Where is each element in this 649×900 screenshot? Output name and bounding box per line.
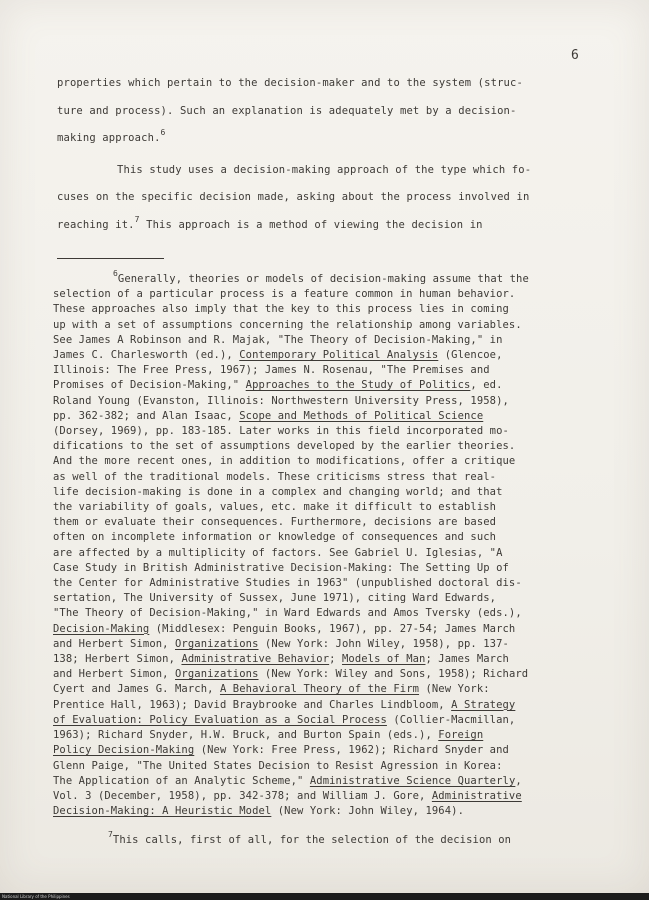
footnote-line: them or evaluate their consequences. Furthermore, decisions are based	[53, 516, 497, 529]
footnote-line: pp. 362-382; and Alan Isaac, Scope and Methods of Political Science	[53, 409, 484, 422]
footnote-line: These approaches also imply that the key to this process lies in coming	[53, 303, 509, 316]
footnote-line: Vol. 3 (December, 1958), pp. 342-378; and William J. Gore, Administrative	[53, 789, 522, 802]
footnote-line: often on incomplete information or knowledge of consequences and such	[53, 531, 497, 544]
footnote-line: life decision-making is done in a complex and changing world; and that	[53, 485, 503, 498]
citation-title: Administrative Science Quarterly	[309, 774, 516, 787]
footnote-6	[53, 269, 598, 849]
footnote-line: Cyert and James G. March, A Behavioral Theory of the Firm (New York:	[53, 683, 490, 696]
footnote-divider	[57, 258, 164, 259]
footnote-line: Policy Decision-Making (New York: Free Press, 1962); Richard Snyder and	[53, 744, 509, 757]
archive-footer-strip: National Library of the Philippines	[0, 893, 649, 900]
paragraph-2	[57, 157, 597, 240]
footnote-line: and Herbert Simon, Organizations (New York: Wiley and Sons, 1958); Richard	[53, 668, 529, 681]
footnote-line: James C. Charlesworth (ed.), Contemporary Political Analysis (Glencoe,	[53, 349, 503, 362]
footnote-line: and Herbert Simon, Organizations (New York: John Wiley, 1958), pp. 137-	[53, 637, 509, 650]
footnote-line: Prentice Hall, 1963); David Braybrooke and Charles Lindbloom, A Strategy	[53, 698, 516, 711]
footnote-line: up with a set of assumptions concerning the relationship among variables.	[53, 318, 522, 331]
footnote-line: $^6$Generally, theories or models of decision-making assume that the	[113, 269, 529, 285]
citation-title: Models of Man	[341, 653, 426, 666]
footnote-line: the Center for Administrative Studies in 1963" (unpublished doctoral dis-	[53, 577, 522, 590]
citation-title: Administrative Behavior	[181, 653, 330, 666]
footnote-line: Illinois: The Free Press, 1967); James N. Rosenau, "The Premises and	[53, 364, 490, 377]
citation-title: Organizations	[175, 637, 259, 650]
footnote-line: Promises of Decision-Making," Approaches to the Study of Politics, ed.	[53, 379, 503, 392]
citation-title: Scope and Methods of Political Science	[239, 409, 484, 422]
citation-title: of Evaluation: Policy Evaluation as a Social Process	[53, 713, 387, 726]
footnote-line: And the more recent ones, in addition to modifications, offer a critique	[53, 455, 516, 468]
footnote-ref-6: 6	[160, 128, 166, 137]
footnote-line: (Dorsey, 1969), pp. 183-185. Later works in this field incorporated mo-	[53, 425, 509, 438]
paragraph-1	[57, 70, 597, 153]
footnote-line: Case Study in British Administrative Decision-Making: The Setting Up of	[53, 561, 509, 574]
text-line: cuses on the specific decision made, asking about the process involved in	[57, 191, 530, 203]
citation-title: Contemporary Political Analysis	[239, 349, 439, 362]
footnote-line: the variability of goals, values, etc. make it difficult to establish	[53, 501, 497, 514]
footnote-line: are affected by a multiplicity of factors. See Gabriel U. Iglesias, "A	[53, 546, 503, 559]
citation-title: A Strategy	[451, 698, 516, 711]
footnote-line: sertation, The University of Sussex, June 1971), citing Ward Edwards,	[53, 592, 497, 605]
citation-title: Policy Decision-Making	[53, 744, 195, 757]
footnote-marker-6: 6	[113, 269, 118, 278]
text-line: reaching it.$^7$ This approach is a method of viewing the decision in	[57, 214, 483, 231]
footnote-line: difications to the set of assumptions developed by the earlier theories.	[53, 440, 516, 453]
main-body-text	[57, 70, 597, 239]
footnote-line: 1963); Richard Snyder, H.W. Bruck, and Burton Spain (eds.), Foreign	[53, 729, 484, 742]
page-number: 6	[571, 48, 580, 63]
footnote-line: 138; Herbert Simon, Administrative Behavior; Models of Man; James March	[53, 653, 509, 666]
footnote-7: $^7$This calls, first of all, for the selection of the decision on	[108, 830, 512, 847]
footnote-line: as well of the traditional models. These criticisms stress that real-	[53, 470, 497, 483]
text-line: properties which pertain to the decision-maker and to the system (struc-	[57, 77, 523, 89]
footnote-marker-7: 7	[108, 830, 113, 840]
citation-title: Administrative	[431, 789, 522, 802]
citation-title: Approaches to the Study of Politics	[245, 379, 471, 392]
citation-title: Decision-Making	[53, 622, 150, 635]
text-line: making approach.$^6$	[57, 128, 166, 144]
citation-title: Organizations	[175, 668, 259, 681]
footnote-line: The Application of an Analytic Scheme," Administrative Science Quarterly,	[53, 774, 522, 787]
footnote-line: Glenn Paige, "The United States Decision to Resist Agression in Korea:	[53, 759, 503, 772]
footnote-line: Decision-Making (Middlesex: Penguin Books, 1967), pp. 27-54; James March	[53, 622, 516, 635]
citation-title: A Behavioral Theory of the Firm	[219, 683, 420, 696]
footnote-line: of Evaluation: Policy Evaluation as a Social Process (Collier-Macmillan,	[53, 713, 516, 726]
text-line: ture and process). Such an explanation is adequately met by a decision-	[57, 104, 517, 117]
citation-title: Foreign	[438, 729, 484, 742]
footnote-line: See James A Robinson and R. Majak, "The Theory of Decision-Making," in	[53, 333, 503, 346]
footnote-ref-7: 7	[134, 214, 140, 224]
footnote-line: selection of a particular process is a feature common in human behavior.	[53, 288, 516, 301]
footnote-line: Roland Young (Evanston, Illinois: Northwestern University Press, 1958),	[53, 394, 509, 407]
footnote-line: Decision-Making: A Heuristic Model (New York: John Wiley, 1964).	[53, 805, 464, 818]
footnote-line: "The Theory of Decision-Making," in Ward Edwards and Amos Tversky (eds.),	[53, 607, 522, 620]
text-line: This study uses a decision-making approach of the type which fo-	[117, 163, 532, 176]
citation-title: Decision-Making: A Heuristic Model	[53, 805, 272, 818]
